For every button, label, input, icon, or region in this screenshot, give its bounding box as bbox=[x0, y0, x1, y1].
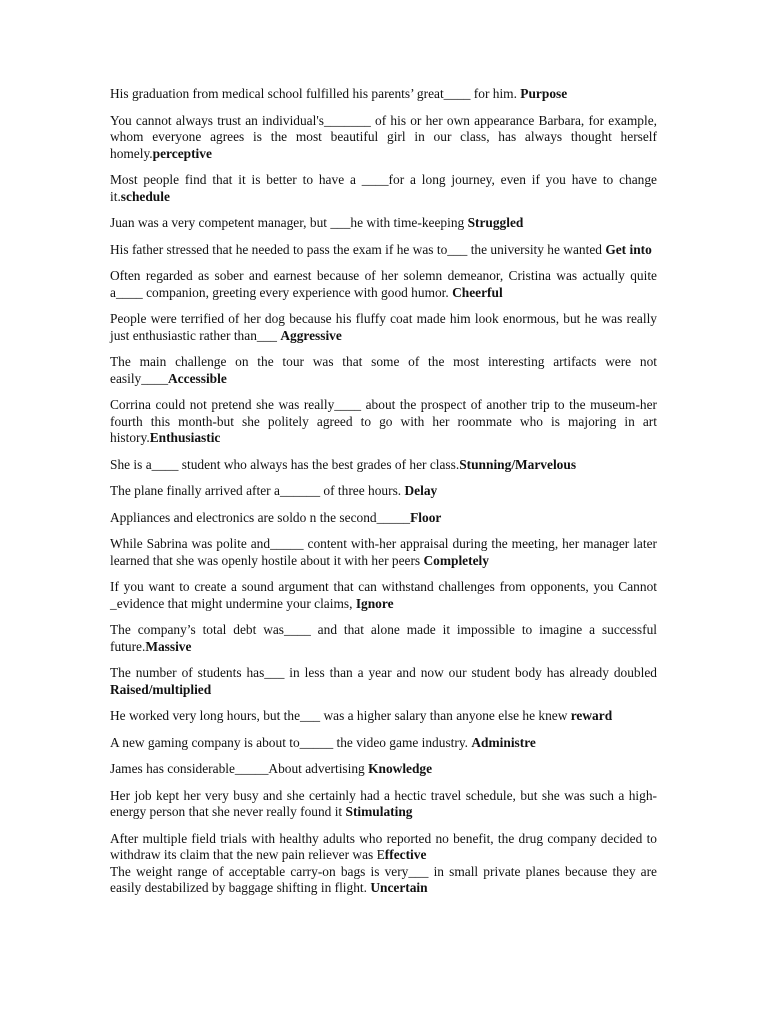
question-text: Corrina could not pretend she was really____ about the prospect of another trip to the museum-her fourth this month-but she politely agreed to go with her roommate who is majoring in art history. bbox=[110, 397, 657, 445]
question-item bbox=[110, 215, 657, 232]
question-text: The plane finally arrived after a______ of three hours. bbox=[110, 483, 405, 498]
answer-text: Accessible bbox=[168, 370, 227, 386]
question-item bbox=[110, 311, 657, 344]
question-item bbox=[110, 172, 657, 205]
answer-text: Purpose bbox=[520, 86, 568, 101]
answer-text: Uncertain bbox=[370, 880, 428, 895]
answer-text: Enthusiastic bbox=[149, 430, 221, 445]
question-text: The number of students has___ in less than a year and now our student body has already doubled bbox=[110, 665, 657, 680]
answer-text: Administre bbox=[471, 734, 536, 750]
question-text: Juan was a very competent manager, but ___he with time-keeping bbox=[110, 215, 468, 230]
question-text: Most people find that it is better to have a ____for a long journey, even if you have to change it. bbox=[110, 172, 657, 204]
answer-text: perceptive bbox=[152, 145, 212, 161]
question-text: James has considerable_____About advertising bbox=[110, 761, 369, 776]
question-text: The main challenge on the tour was that some of the most interesting artifacts were not easily____ bbox=[110, 354, 657, 386]
answer-text: Floor bbox=[410, 509, 442, 525]
answer-text: Completely bbox=[423, 552, 489, 568]
question-item bbox=[110, 536, 657, 569]
question-text: The weight range of acceptable carry-on bags is very___ in small private planes because they are easily destabilized by baggage shifting in flight. bbox=[110, 863, 657, 895]
answer-text: Raised/multiplied bbox=[110, 681, 212, 697]
question-item bbox=[110, 113, 657, 163]
question-item bbox=[110, 579, 657, 612]
question-item bbox=[110, 761, 657, 778]
question-text: Appliances and electronics are soldo n the second_____ bbox=[110, 509, 411, 525]
question-text: A new gaming company is about to_____ the video game industry. bbox=[110, 734, 472, 750]
answer-text: Massive bbox=[145, 638, 192, 654]
answer-text: Ignore bbox=[355, 595, 394, 611]
answer-text: ffective bbox=[384, 847, 427, 862]
answer-text: Struggled bbox=[467, 215, 524, 230]
question-item bbox=[110, 457, 657, 474]
question-text: Her job kept her very busy and she certainly had a hectic travel schedule, but she was such a high-energy person that she never really found it bbox=[110, 787, 657, 819]
answer-text: Stunning/Marvelous bbox=[459, 456, 577, 472]
question-item bbox=[110, 665, 657, 698]
question-text: People were terrified of her dog because his fluffy coat made him look enormous, but he was really just enthusiastic rather than___ bbox=[110, 311, 657, 343]
question-text: She is a____ student who always has the best grades of her class. bbox=[110, 456, 460, 472]
question-text: He worked very long hours, but the___ was a higher salary than anyone else he knew bbox=[110, 708, 571, 723]
answer-text: Aggressive bbox=[280, 327, 342, 343]
question-text: Often regarded as sober and earnest because of her solemn demeanor, Cristina was actually quite a____ companion, greeting every experience with good humor. bbox=[110, 268, 657, 300]
answer-text: Get into bbox=[605, 241, 652, 257]
answer-text: Delay bbox=[404, 483, 438, 498]
question-text: The company’s total debt was____ and that alone made it impossible to imagine a successful future. bbox=[110, 622, 657, 654]
question-item bbox=[110, 708, 657, 725]
document-page bbox=[110, 86, 657, 907]
question-item bbox=[110, 354, 657, 387]
question-text: You cannot always trust an individual's_______ of his or her own appearance Barbara, for example, whom everyone agrees is the most beautiful girl in our class, has always thought herself homely. bbox=[110, 112, 657, 161]
question-text: After multiple field trials with healthy adults who reported no benefit, the drug company decided to withdraw its claim that the new pain reliever was E bbox=[110, 830, 657, 862]
question-item bbox=[110, 788, 657, 821]
question-text: His father stressed that he needed to pass the exam if he was to___ the university he wanted bbox=[110, 241, 606, 257]
question-item bbox=[110, 86, 657, 103]
question-item bbox=[110, 242, 657, 259]
question-text: If you want to create a sound argument that can withstand challenges from opponents, you Cannot _evidence that might undermine your claims, bbox=[110, 579, 657, 611]
question-text: While Sabrina was polite and_____ content with-her appraisal during the meeting, her manager later learned that she was openly hostile about it with her peers bbox=[110, 536, 657, 568]
answer-text: Cheerful bbox=[452, 284, 503, 300]
question-item bbox=[110, 483, 657, 500]
answer-text: Stimulating bbox=[345, 804, 413, 819]
answer-text: reward bbox=[570, 708, 613, 723]
question-item bbox=[110, 735, 657, 752]
question-item bbox=[110, 268, 657, 301]
question-text: His graduation from medical school fulfilled his parents’ great____ for him. bbox=[110, 86, 521, 101]
question-item bbox=[110, 510, 657, 527]
answer-text: Knowledge bbox=[368, 761, 433, 776]
question-item bbox=[110, 864, 657, 897]
question-item bbox=[110, 397, 657, 447]
question-item bbox=[110, 831, 657, 864]
question-item bbox=[110, 622, 657, 655]
answer-text: schedule bbox=[120, 188, 170, 204]
